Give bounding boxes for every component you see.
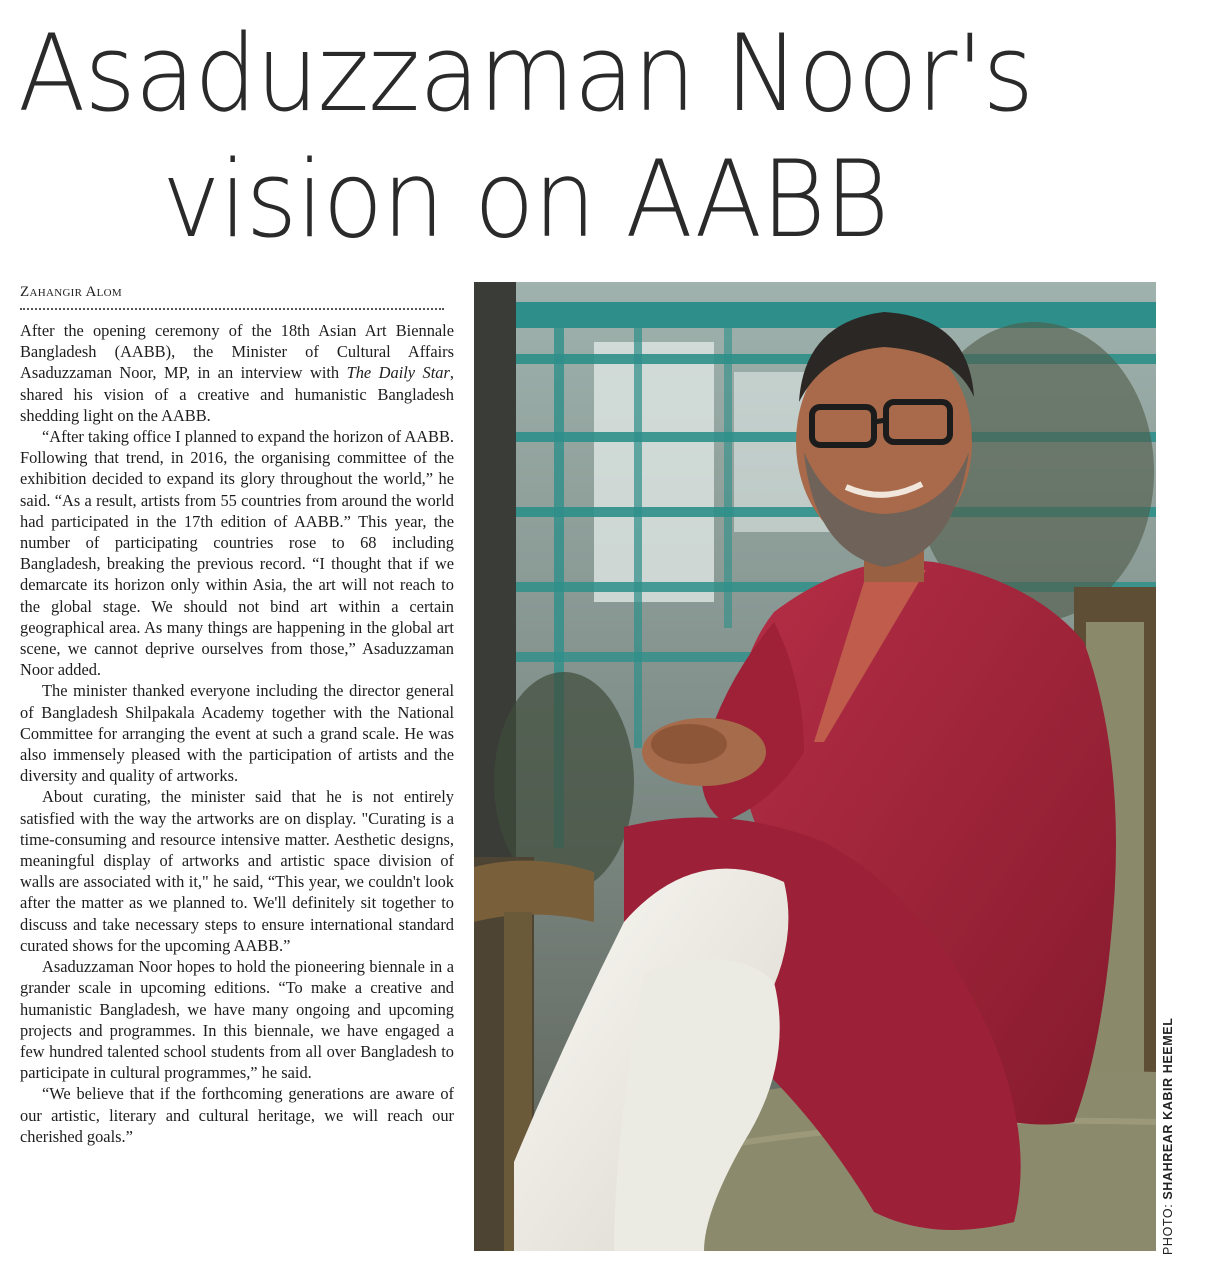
photographer-name: SHAHREAR KABIR HEEMEL — [1161, 1017, 1175, 1200]
headline-line-1: Asaduzzaman Noor's — [18, 12, 1034, 135]
article-paragraph-3: The minister thanked everyone including the director general of Bangladesh Shilpakala Academy together with the National Committee for arranging the event at such a grand scale. He was also immensely pleased with the participation of artists and the diversity and quality of artworks. — [20, 681, 454, 786]
article-paragraph-4: About curating, the minister said that he is not entirely satisfied with the way the artworks are on display. "Curating is a time-consuming and resource intensive matter. Aesthetic designs, meaningful display of artworks and artistic space division of walls are associated with it," he said, “This year, we couldn't look after the matter as we planned to. We'll definitely sit together to discuss and take necessary steps to ensure international standard curated shows for the upcoming AABB.” — [20, 787, 454, 955]
headline-line-2: vision on AABB — [162, 138, 889, 261]
portrait-photo — [474, 282, 1156, 1251]
article-paragraph-2: “After taking office I planned to expand the horizon of AABB. Following that trend, in 2016, the organising committee of the exhibition decided to expand its glory throughout the world,” he said. “As a result, artists from 55 countries from around the world had participated in the 17th edition of AABB.” This year, the number of participating countries rose to 68 including Bangladesh, breaking the previous record. “I thought that if we demarcate its horizon only within Asia, the art will not reach to the global stage. We should not bind art within a certain geographical area. As many things are happening in the global art scene, we cannot deprive ourselves from those,” Asaduzzaman Noor added. — [20, 427, 454, 680]
photo-credit — [1161, 1018, 1175, 1255]
article-paragraph-5: Asaduzzaman Noor hopes to hold the pioneering biennale in a grander scale in upcoming editions. “To make a creative and humanistic Bangladesh, we have many ongoing and upcoming projects and programmes. In this biennale, we have engaged a few hundred talented school students from all over Bangladesh to participate in cultural programmes,” he said. — [20, 957, 454, 1083]
portrait-illustration — [474, 282, 1156, 1251]
article-paragraph-6: “We believe that if the forthcoming generations are aware of our artistic, literary and cultural heritage, we will reach our cherished goals.” — [20, 1084, 454, 1146]
byline: Zahangir Alom — [20, 284, 122, 300]
article-paragraph-1 — [20, 320, 454, 426]
publication-name: The Daily Star — [346, 363, 450, 383]
paragraph-1-text-b: , shared his vision of a creative and humanistic Bangladesh shedding light on the AABB. — [20, 363, 454, 425]
article-body — [20, 320, 454, 1147]
photo-credit-label: PHOTO: — [1161, 1199, 1175, 1255]
byline-divider — [20, 308, 444, 310]
paragraph-1-text-a: After the opening ceremony of the 18th Asian Art Biennale Bangladesh (AABB), the Minister of Cultural Affairs Asaduzzaman Noor, MP, in an interview with — [20, 321, 454, 383]
